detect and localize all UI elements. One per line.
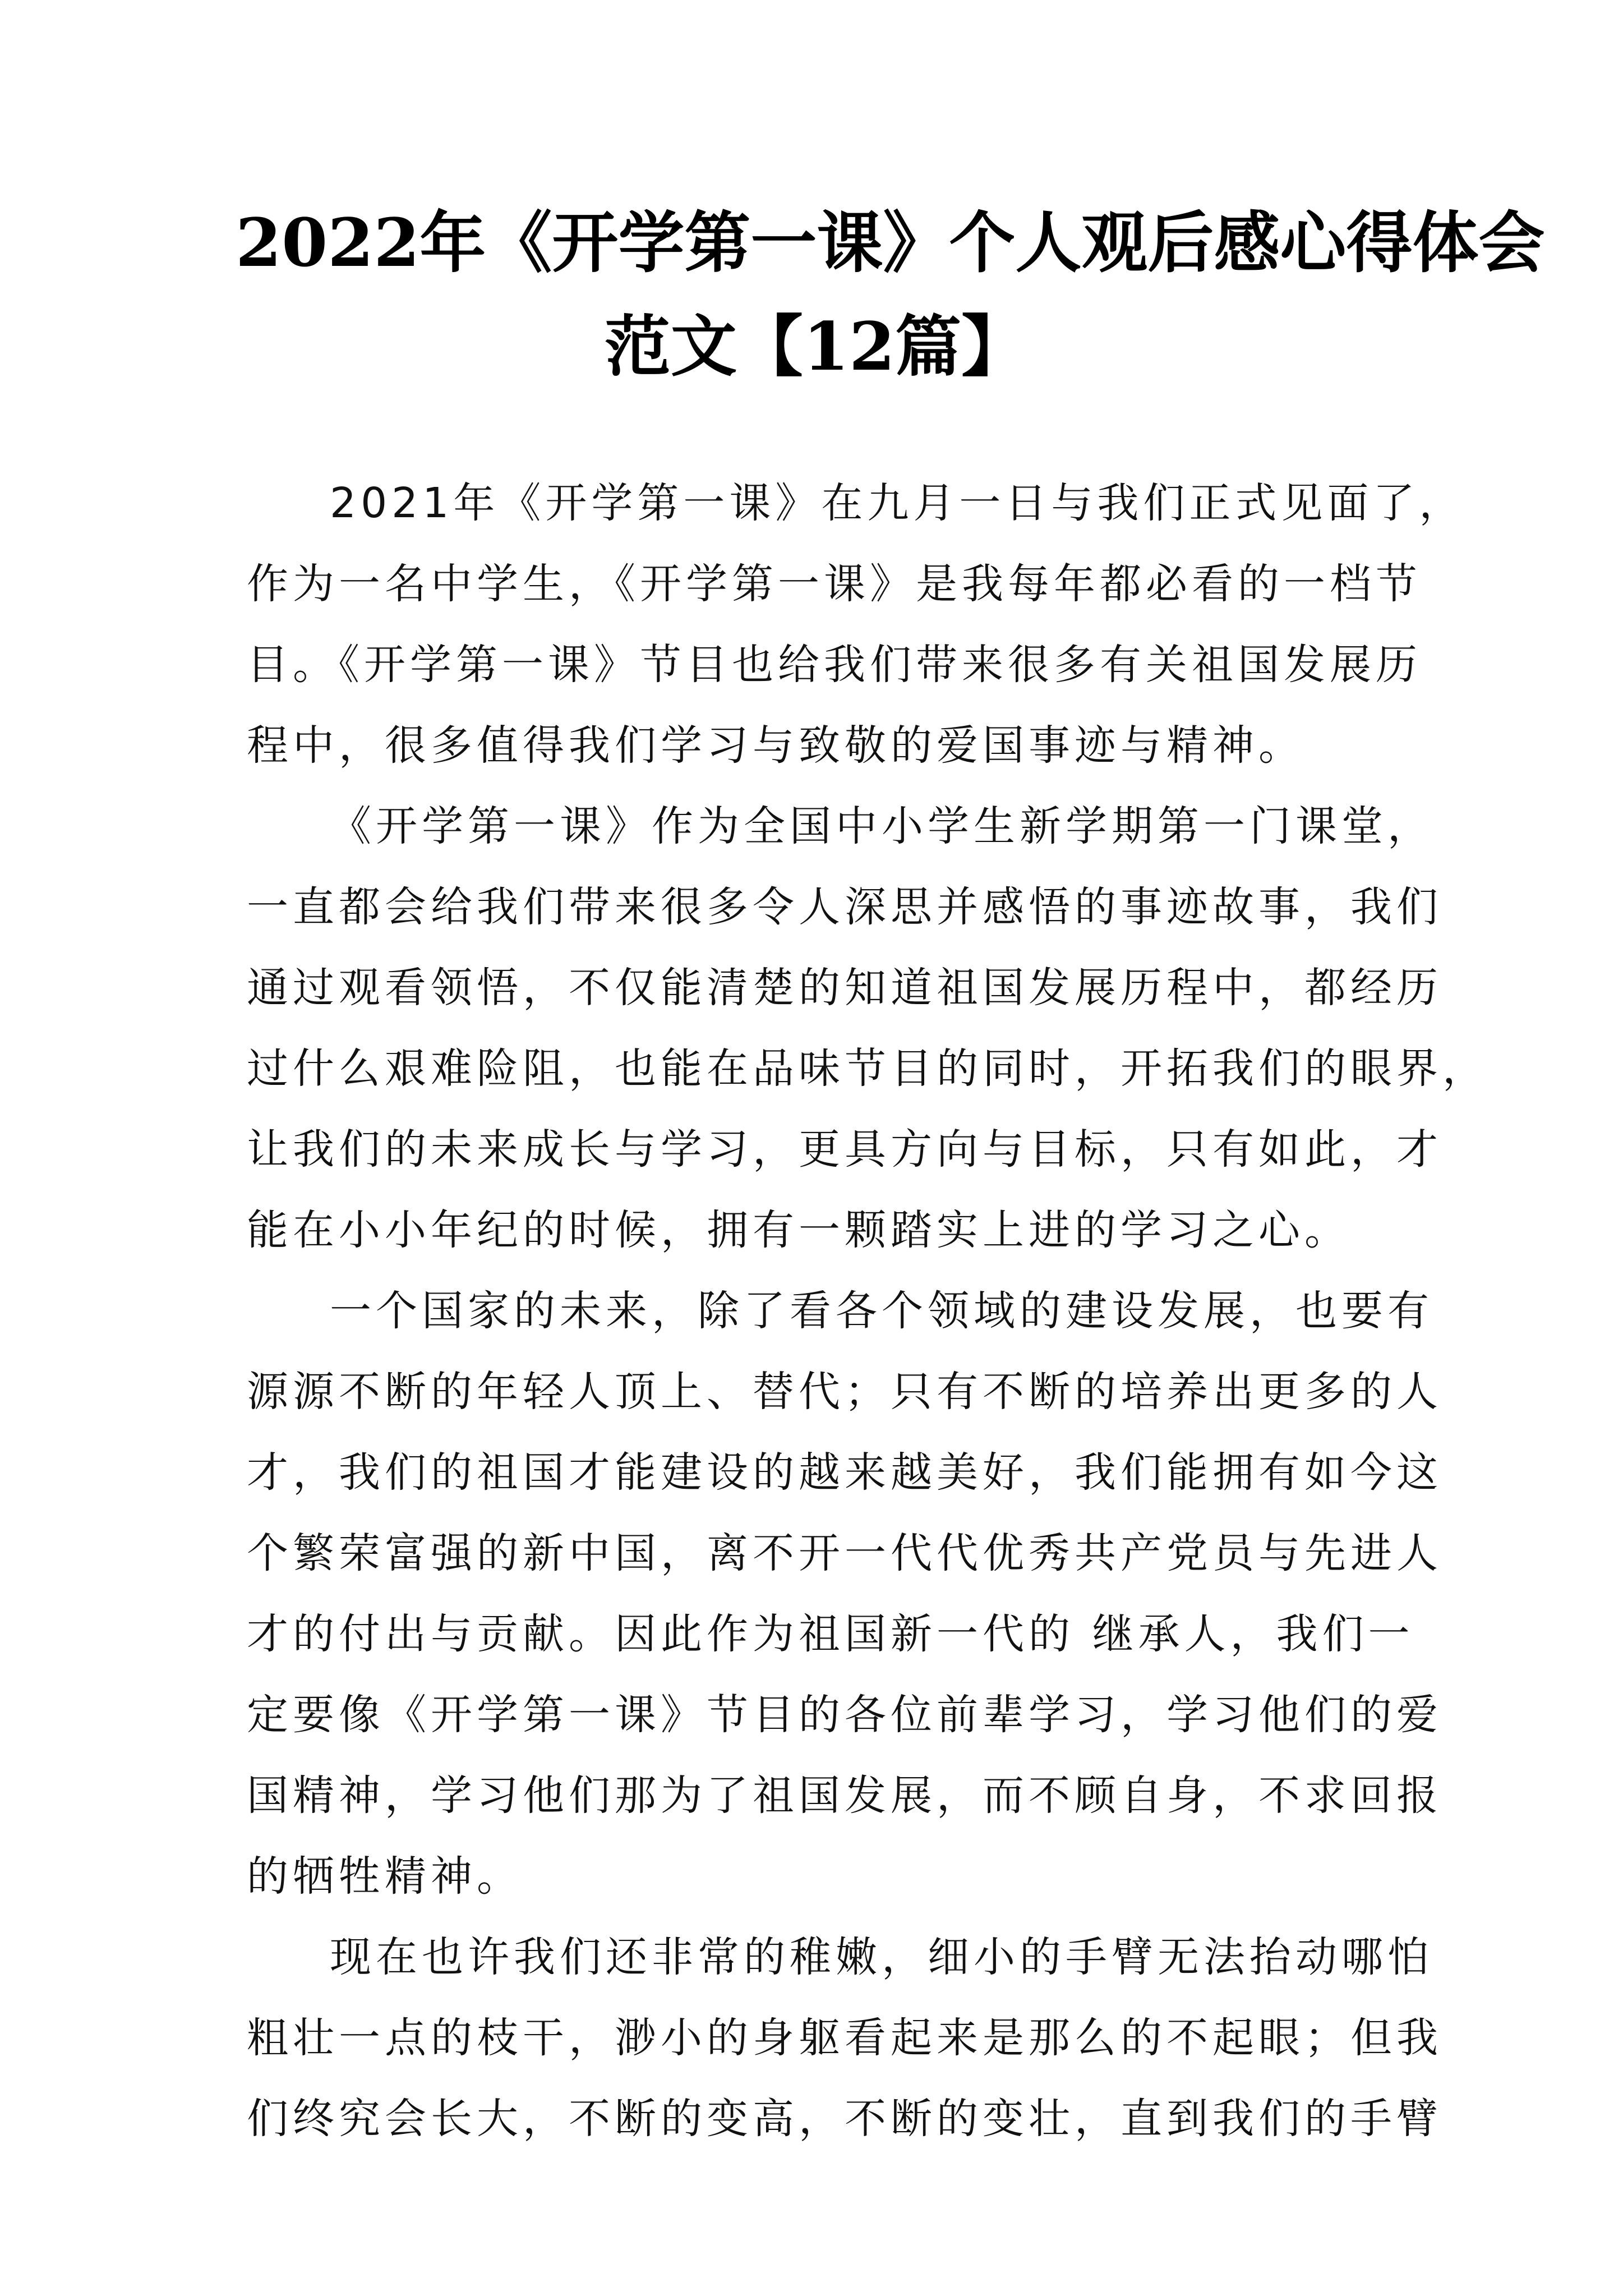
paragraph-line: 才的付出与贡献。因此作为祖国新一代的 继承人，我们一 — [247, 1610, 1414, 1658]
paragraph-line: 目。《开学第一课》节目也给我们带来很多有关祖国发展历 — [247, 641, 1422, 689]
paragraph-line: 现在也许我们还非常的稚嫩，细小的手臂无法抬动哪怕 — [330, 1933, 1433, 1981]
paragraph-line: 个繁荣富强的新中国，离不开一代代优秀共产党员与先进人 — [247, 1529, 1442, 1577]
paragraph-line: 定要像《开学第一课》节目的各位前辈学习，学习他们的爱 — [247, 1691, 1442, 1739]
paragraph — [247, 463, 1465, 786]
paragraph-line: 一个国家的未来，除了看各个领域的建设发展，也要有 — [330, 1287, 1433, 1335]
paragraph-line: 粗壮一点的枝干，渺小的身躯看起来是那么的不起眼；但我 — [247, 2014, 1442, 2062]
paragraph-line: 过什么艰难险阻，也能在品味节目的同时，开拓我们的眼界， — [247, 1045, 1488, 1093]
paragraph-line: 源源不断的年轻人顶上、替代；只有不断的培养出更多的人 — [247, 1368, 1442, 1416]
paragraph-line: 们终究会长大，不断的变高，不断的变壮，直到我们的手臂 — [247, 2095, 1442, 2143]
paragraph-line: 《开学第一课》作为全国中小学生新学期第一门课堂， — [330, 802, 1433, 850]
paragraph-line: 才，我们的祖国才能建设的越来越美好，我们能拥有如今这 — [247, 1448, 1442, 1497]
paragraph — [247, 786, 1488, 1271]
paragraph-line: 一直都会给我们带来很多令人深思并感悟的事迹故事，我们 — [247, 883, 1442, 931]
title-line: 范文【12篇】 — [604, 307, 1028, 385]
paragraph-line: 2021年《开学第一课》在九月一日与我们正式见面了， — [330, 479, 1465, 527]
paragraph-line: 国精神，学习他们那为了祖国发展，而不顾自身，不求回报 — [247, 1772, 1442, 1820]
paragraph-line: 能在小小年纪的时候，拥有一颗踏实上进的学习之心。 — [247, 1206, 1350, 1254]
paragraph-line: 程中，很多值得我们学习与致敬的爱国事迹与精神。 — [247, 721, 1304, 770]
document-body — [247, 463, 1488, 2159]
title-line: 2022年《开学第一课》个人观后感心得体会 — [236, 204, 1545, 282]
paragraph-line: 让我们的未来成长与学习，更具方向与目标，只有如此，才 — [247, 1125, 1442, 1174]
document-title — [236, 191, 1545, 398]
paragraph — [247, 1917, 1442, 2159]
paragraph — [247, 1271, 1442, 1917]
paragraph-line: 作为一名中学生，《开学第一课》是我每年都必看的一档节 — [247, 560, 1422, 608]
paragraph-line: 通过观看领悟，不仅能清楚的知道祖国发展历程中，都经历 — [247, 964, 1442, 1012]
paragraph-line: 的牺牲精神。 — [247, 1852, 523, 1901]
